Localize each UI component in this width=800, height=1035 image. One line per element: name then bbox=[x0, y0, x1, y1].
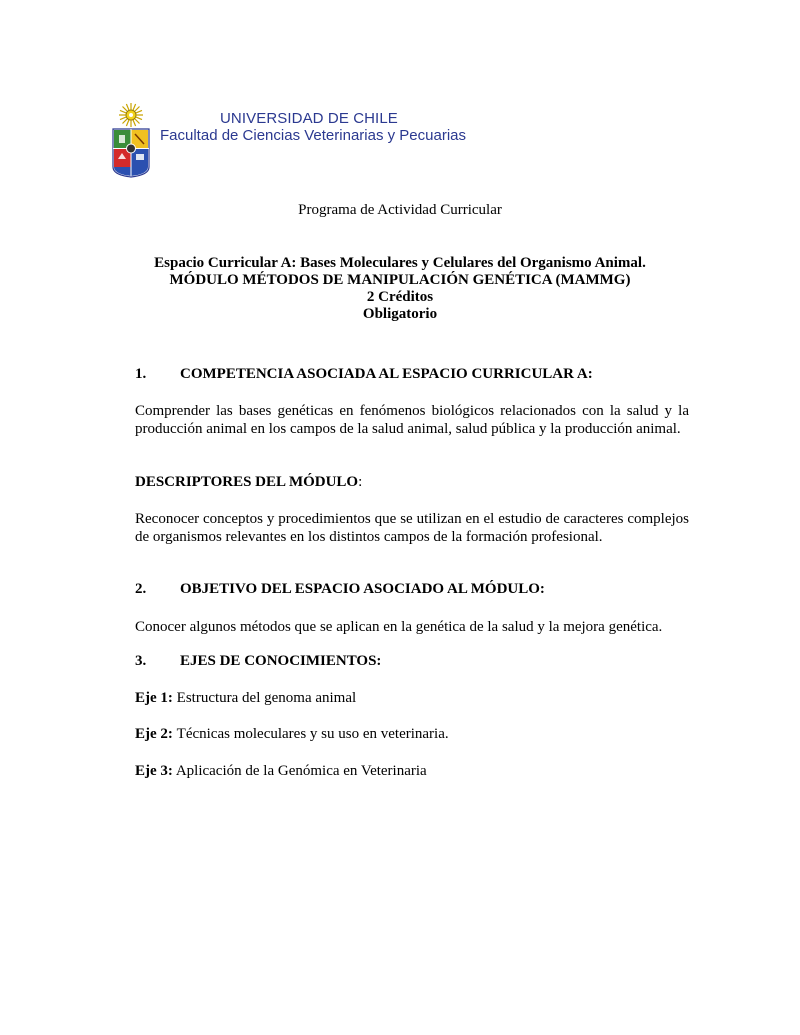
section-title: OBJETIVO DEL ESPACIO ASOCIADO AL MÓDULO: bbox=[180, 581, 545, 597]
faculty-name: Facultad de Ciencias Veterinarias y Pecuarias bbox=[160, 127, 466, 144]
section-number: 3. bbox=[135, 653, 147, 669]
eje-text: Aplicación de la Genómica en Veterinaria bbox=[172, 763, 427, 779]
document-title bbox=[0, 255, 800, 323]
section-2-body: Conocer algunos métodos que se aplican en la genética de la salud y la mejora genética. bbox=[135, 619, 663, 635]
section-1-body: Comprender las bases genéticas en fenómenos biológicos relacionados con la salud y la producción animal en los campos de la salud animal, salud pública y la producción animal. bbox=[135, 403, 689, 437]
section-number: 1. bbox=[135, 366, 147, 382]
eje-text: Técnicas moleculares y su uso en veterinaria. bbox=[176, 726, 449, 742]
section-title: COMPETENCIA ASOCIADA AL ESPACIO CURRICULAR A: bbox=[180, 366, 593, 382]
title-line-curricular-space: Espacio Curricular A: Bases Moleculares y Celulares del Organismo Animal. bbox=[154, 255, 646, 271]
descriptors-body: Reconocer conceptos y procedimientos que se utilizan en el estudio de caracteres complejos de organismos relevantes en los distintos campos de la formación profesional. bbox=[135, 511, 689, 545]
descriptors-colon: : bbox=[358, 474, 363, 490]
section-title: EJES DE CONOCIMIENTOS: bbox=[180, 653, 382, 669]
program-label: Programa de Actividad Curricular bbox=[298, 202, 502, 218]
eje-label: Eje 2: bbox=[135, 726, 173, 742]
section-1-heading bbox=[135, 366, 593, 383]
list-item-eje-2 bbox=[135, 725, 449, 743]
section-3-heading bbox=[135, 653, 381, 670]
title-line-mandatory: Obligatorio bbox=[362, 306, 438, 322]
eje-label: Eje 1: bbox=[135, 690, 173, 706]
descriptors-title: DESCRIPTORES DEL MÓDULO bbox=[135, 474, 359, 490]
university-name: UNIVERSIDAD DE CHILE bbox=[220, 110, 398, 127]
university-crest-icon bbox=[110, 101, 152, 179]
eje-label: Eje 3: bbox=[135, 763, 173, 779]
descriptors-heading bbox=[135, 473, 362, 491]
section-2-heading bbox=[135, 581, 545, 598]
section-number: 2. bbox=[135, 581, 147, 597]
list-item-eje-1 bbox=[135, 689, 356, 707]
eje-text: Estructura del genoma animal bbox=[172, 690, 357, 706]
title-line-module: MÓDULO MÉTODOS DE MANIPULACIÓN GENÉTICA (MAMMG) bbox=[169, 272, 631, 288]
title-line-credits: 2 Créditos bbox=[366, 289, 434, 305]
list-item-eje-3 bbox=[135, 762, 427, 780]
